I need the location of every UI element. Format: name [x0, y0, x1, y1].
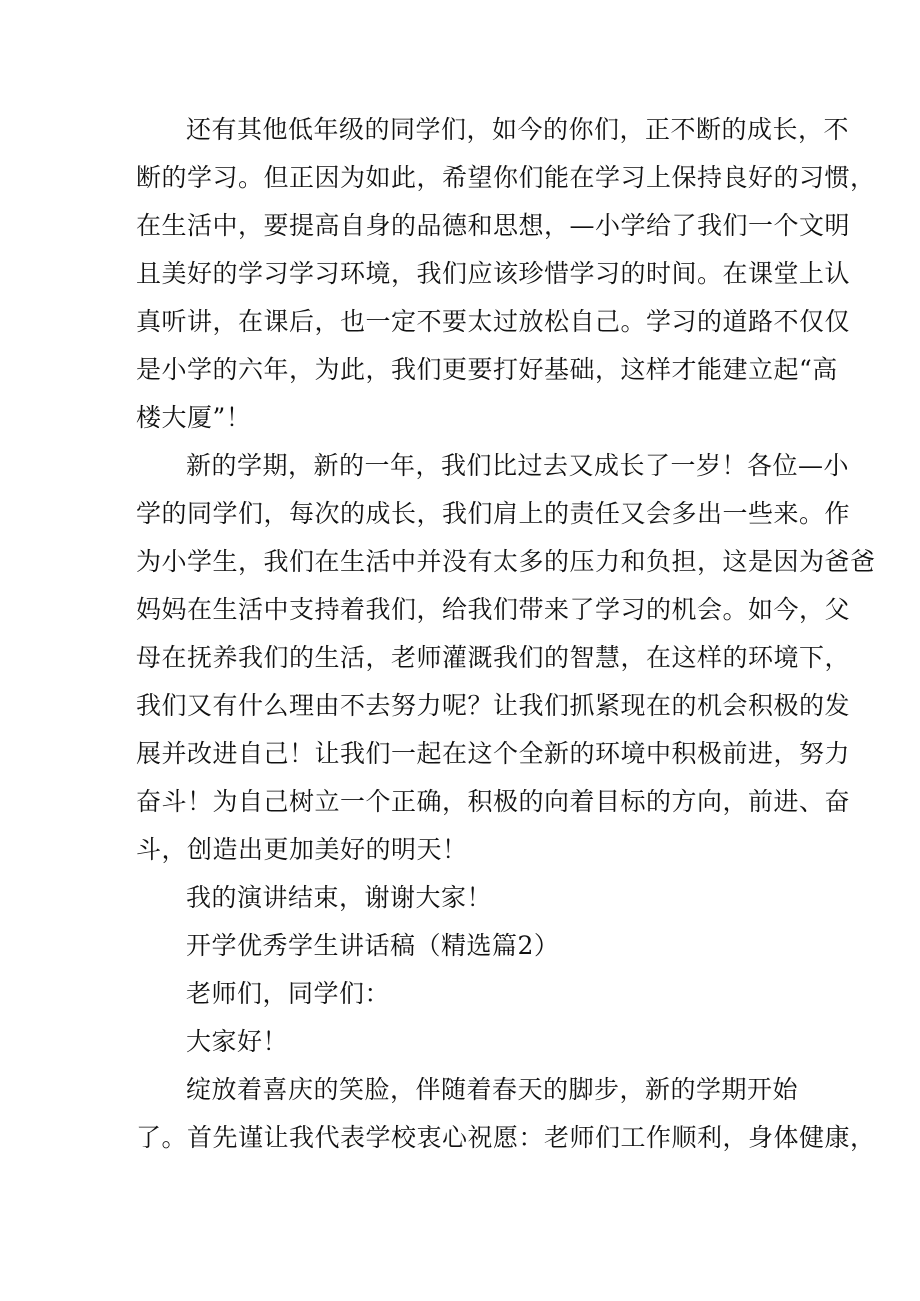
text-line: 我们又有什么理由不去努力呢？让我们抓紧现在的机会积极的发	[136, 691, 851, 720]
text-line: 新的学期，新的一年，我们比过去又成长了一岁！各位—小	[186, 451, 850, 480]
text-line: 是小学的六年，为此，我们更要打好基础，这样才能建立起“高	[136, 355, 838, 384]
text-line: 真听讲，在课后，也一定不要太过放松自己。学习的道路不仅仅	[136, 307, 851, 336]
text-line: 断的学习。但正因为如此，希望你们能在学习上保持良好的习惯，	[136, 163, 876, 192]
text-line: 斗，创造出更加美好的明天！	[136, 835, 468, 864]
greeting: 大家好！	[186, 1027, 289, 1056]
text-line: 了。首先谨让我代表学校衷心祝愿：老师们工作顺利，身体健康，	[136, 1123, 876, 1152]
text-line: 妈妈在生活中支持着我们，给我们带来了学习的机会。如今，父	[136, 595, 851, 624]
salutation: 老师们，同学们：	[186, 979, 391, 1008]
text-line: 还有其他低年级的同学们，如今的你们，正不断的成长，不	[186, 115, 850, 144]
text-line: 绽放着喜庆的笑脸，伴随着春天的脚步，新的学期开始	[186, 1075, 799, 1104]
text-line: 奋斗！为自己树立一个正确，积极的向着目标的方向，前进、奋	[136, 787, 851, 816]
section-title: 开学优秀学生讲话稿（精选篇2）	[186, 931, 560, 960]
text-line: 学的同学们，每次的成长，我们肩上的责任又会多出一些来。作	[136, 499, 851, 528]
text-line: 且美好的学习学习环境，我们应该珍惜学习的时间。在课堂上认	[136, 259, 851, 288]
text-line: 展并改进自己！让我们一起在这个全新的环境中积极前进，努力	[136, 739, 851, 768]
closing-line: 我的演讲结束，谢谢大家！	[186, 883, 493, 912]
text-line: 楼大厦”！	[136, 403, 252, 432]
text-line: 母在抚养我们的生活，老师灌溉我们的智慧，在这样的环境下，	[136, 643, 851, 672]
text-line: 在生活中，要提高自身的品德和思想，—小学给了我们一个文明	[136, 211, 851, 240]
text-line: 为小学生，我们在生活中并没有太多的压力和负担，这是因为爸爸	[136, 547, 876, 576]
